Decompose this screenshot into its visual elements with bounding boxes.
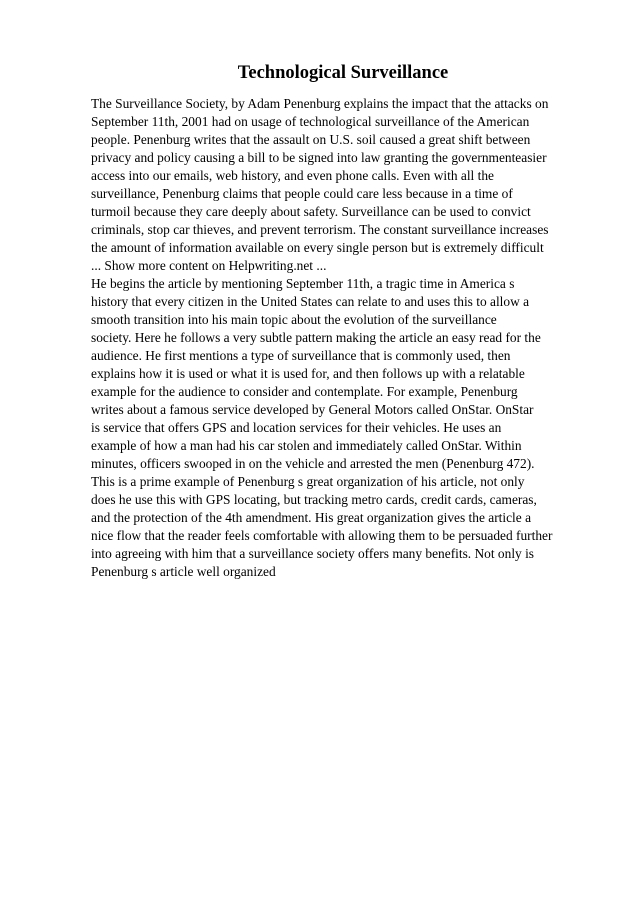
document-body [91, 95, 601, 581]
body-line: smooth transition into his main topic about the evolution of the surveillance [91, 312, 497, 327]
body-line: example of how a man had his car stolen and immediately called OnStar. Within [91, 438, 522, 453]
body-line: society. Here he follows a very subtle pattern making the article an easy read for the [91, 330, 541, 345]
show-more-content-link[interactable]: ... Show more content on Helpwriting.net ... [91, 258, 327, 273]
body-line: the amount of information available on every single person but is extremely difficult [91, 240, 544, 255]
body-line: surveillance, Penenburg claims that people could care less because in a time of [91, 186, 513, 201]
document-title: Technological Surveillance [237, 63, 449, 83]
body-line: This is a prime example of Penenburg s great organization of his article, not only [91, 474, 525, 489]
body-line: criminals, stop car thieves, and prevent terrorism. The constant surveillance increases [91, 222, 549, 237]
body-line: He begins the article by mentioning September 11th, a tragic time in America s [91, 276, 515, 291]
body-line: and the protection of the 4th amendment. His great organization gives the article a [91, 510, 532, 525]
body-line: Penenburg s article well organized [91, 564, 276, 579]
body-line: history that every citizen in the United States can relate to and uses this to allow a [91, 294, 530, 309]
body-line: is service that offers GPS and location services for their vehicles. He uses an [91, 420, 502, 435]
body-line: minutes, officers swooped in on the vehicle and arrested the men (Penenburg 472). [91, 456, 535, 471]
body-line: does he use this with GPS locating, but tracking metro cards, credit cards, cameras, [91, 492, 537, 507]
body-line: nice flow that the reader feels comfortable with allowing them to be persuaded further [91, 528, 553, 543]
body-line: writes about a famous service developed by General Motors called OnStar. OnStar [91, 402, 534, 417]
body-line: people. Penenburg writes that the assault on U.S. soil caused a great shift between [91, 132, 531, 147]
body-line: audience. He first mentions a type of surveillance that is commonly used, then [91, 348, 511, 363]
body-line: into agreeing with him that a surveillance society offers many benefits. Not only is [91, 546, 535, 561]
body-line: privacy and policy causing a bill to be signed into law granting the governmenteasier [91, 150, 547, 165]
body-line: turmoil because they care deeply about safety. Surveillance can be used to convict [91, 204, 531, 219]
body-line: explains how it is used or what it is used for, and then follows up with a relatable [91, 366, 525, 381]
body-line: access into our emails, web history, and even phone calls. Even with all the [91, 168, 494, 183]
body-line: The Surveillance Society, by Adam Penenburg explains the impact that the attacks on [91, 96, 549, 111]
body-line: September 11th, 2001 had on usage of technological surveillance of the American [91, 114, 530, 129]
body-line: example for the audience to consider and contemplate. For example, Penenburg [91, 384, 518, 399]
